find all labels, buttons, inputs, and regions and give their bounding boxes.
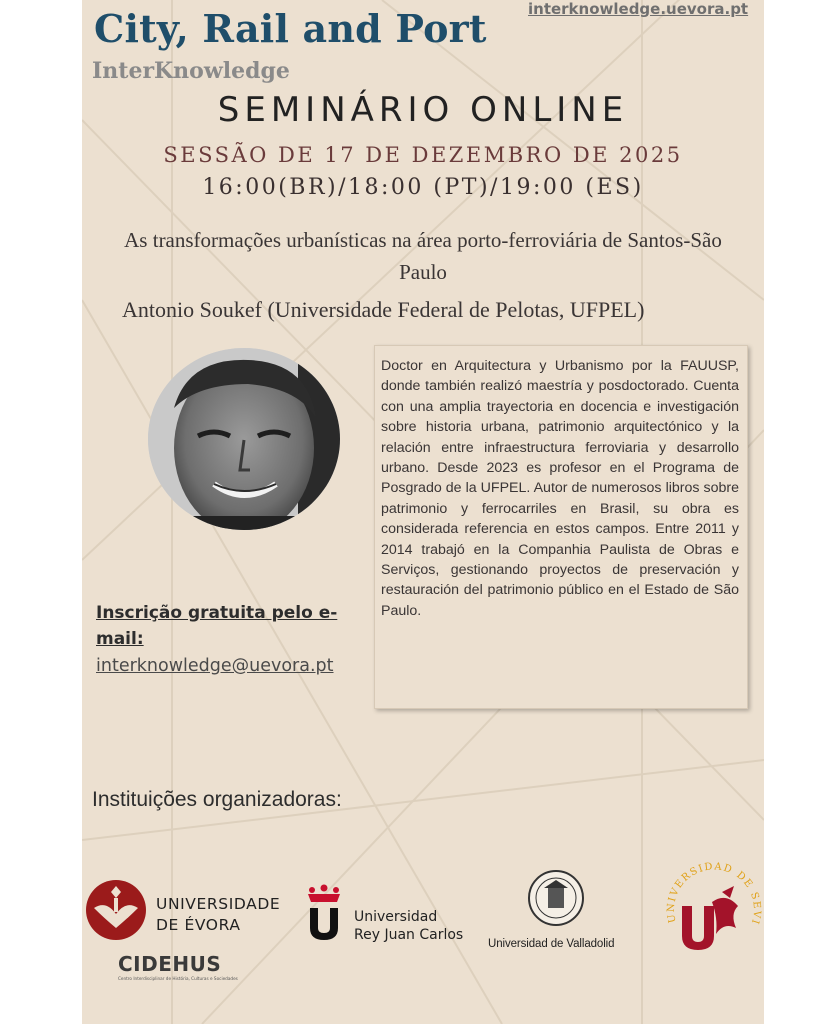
evora-name-text: UNIVERSIDADE DE ÉVORA xyxy=(156,895,281,934)
talk-title: As transformações urbanísticas na área porto-ferroviária de Santos-São Paulo xyxy=(124,228,722,284)
poster xyxy=(82,0,764,1024)
sevilla-logo xyxy=(664,862,764,958)
speaker-name: Antonio Soukef (Universidade Federal de Pelotas, UFPEL) xyxy=(122,297,645,322)
website-link[interactable]: interknowledge.uevora.pt xyxy=(528,0,749,18)
urjc-name xyxy=(354,908,463,944)
poster-subtitle: InterKnowledge xyxy=(92,58,290,84)
speaker-bio-box xyxy=(374,345,748,709)
speaker-bio: Doctor en Arquitectura y Urbanismo por la FAUUSP, donde también realizó maestría y posdoctorado. Cuenta con una amplia trayectoria en docencia e investigación sobre historia urbana, patrimonio arquitectónico y la relación entre infraestructura ferroviaria y desarrollo urbano. Desde 2023 es profesor en el Programa de Posgrado de la UFPEL. Autor de numerosos libros sobre patrimonio y ferrocarriles en Brasil, su obra es considerada referencia en estos campos. Entre 2011 y 2014 trabajó en la Companhia Paulista de Obras e Serviços, gestionando proyectos de preservación y restauración del patrimonio público en el Estado de São Paulo. xyxy=(381,358,739,619)
evora-emblem-icon xyxy=(84,878,150,942)
urjc-logo xyxy=(304,884,474,946)
cidehus-subtitle: Centro Interdisciplinar de História, Culturas e Sociedades xyxy=(118,976,238,981)
speaker-photo xyxy=(148,348,340,530)
cidehus-name: CIDEHUS xyxy=(118,952,222,976)
urjc-line1: Universidad xyxy=(354,909,438,925)
session-date: SESSÃO DE 17 DE DEZEMBRO DE 2025 xyxy=(163,143,683,167)
sevilla-name: UNIVERSIDAD DE SEVI xyxy=(665,862,763,927)
urjc-line2: Rey Juan Carlos xyxy=(354,927,464,943)
organizers-heading: Instituições organizadoras: xyxy=(92,788,342,811)
valladolid-logo xyxy=(486,868,636,958)
sevilla-emblem-icon xyxy=(664,862,764,958)
evora-name xyxy=(156,894,296,936)
speaker-portrait-illustration xyxy=(148,348,340,530)
poster-title: City, Rail and Port xyxy=(94,6,487,51)
valladolid-name: Universidad de Valladolid xyxy=(488,938,615,950)
urjc-crown-u-icon xyxy=(304,884,344,946)
cidehus-logo xyxy=(118,952,268,981)
valladolid-seal-icon xyxy=(486,868,636,934)
registration-email-link[interactable]: interknowledge@uevora.pt xyxy=(96,656,334,676)
session-times: 16:00(BR)/18:00 (PT)/19:00 (ES) xyxy=(202,175,644,200)
event-type: SEMINÁRIO ONLINE xyxy=(217,90,629,130)
registration-label: Inscrição gratuita pelo e-mail: xyxy=(96,603,338,649)
evora-logo xyxy=(84,878,284,948)
